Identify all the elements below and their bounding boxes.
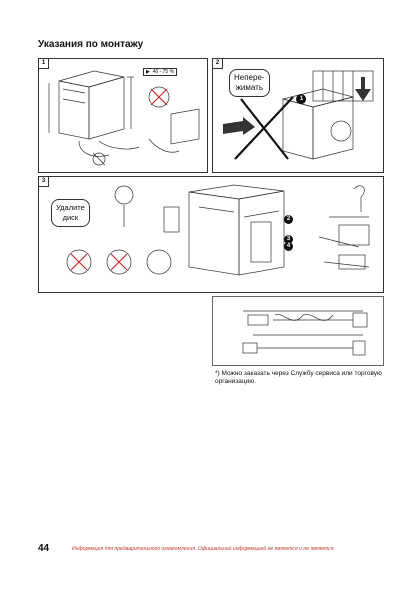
step-badge-1: 1 [297, 95, 306, 104]
accessory-inset [212, 296, 384, 366]
footer-disclaimer: Информация для предварительного ознакомления. Официальной информацией не является и не является. [72, 546, 335, 552]
step-badge-3: 3 [284, 235, 293, 244]
installation-drawing-3 [39, 177, 383, 292]
panel-number: 1 [39, 59, 49, 69]
hose-extension-drawing [213, 297, 383, 365]
panel-number: 3 [39, 177, 49, 187]
page-title: Указания по монтажу [38, 39, 144, 50]
panel-3 [38, 176, 384, 293]
panel-1 [38, 58, 208, 173]
panel-2 [212, 58, 384, 173]
step-badge-4: 4 [284, 242, 293, 251]
footnote [215, 370, 395, 386]
remove-disk-callout: Удалите диск [51, 199, 90, 227]
do-not-pinch-callout: Непере- жимать [229, 69, 270, 97]
footnote-text: Можно заказать через Службу сервиса или торговую организацию. [215, 370, 382, 385]
footnote-marker: *) [215, 370, 220, 377]
panel-number: 2 [213, 59, 223, 69]
installation-drawing-1 [39, 59, 207, 172]
page-number: 44 [38, 543, 50, 554]
step-badge-2: 2 [284, 215, 293, 224]
humidity-badge: ▶ 46 - 75 % [143, 68, 177, 76]
